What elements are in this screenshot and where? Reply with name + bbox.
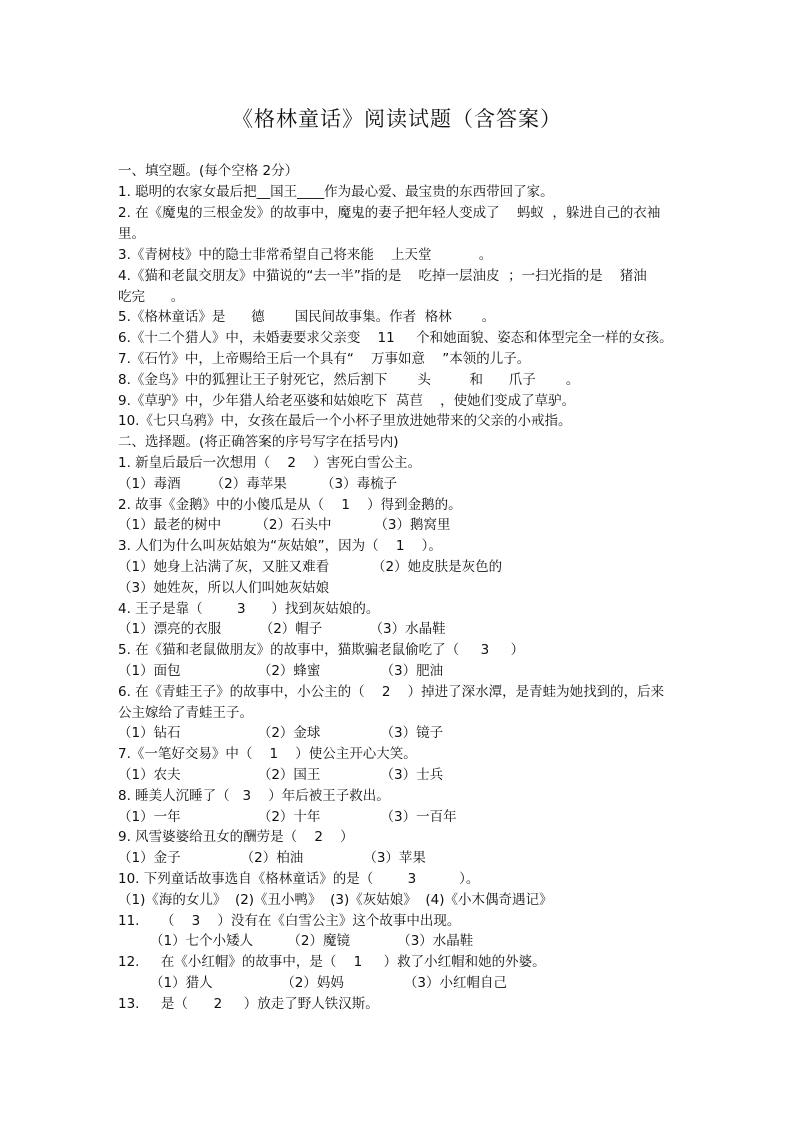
question-line: 10. 下列童话故事选自《格林童话》的是（ 3 ）。 (118, 871, 480, 887)
question-line: 12. 在《小红帽》的故事中，是（ 1 ）救了小红帽和她的外婆。 (118, 954, 546, 970)
page-title: 《格林童话》阅读试题（含答案） (232, 107, 562, 131)
question-line: 公主嫁给了青蛙王子。 (118, 705, 253, 721)
question-line: 4.《猫和老鼠交朋友》中猫说的“去一半”指的是 吃掉一层油皮 ；一扫光指的是 猪油 (118, 268, 647, 284)
option-line: （3）她姓灰，所以人们叫她灰姑娘 (118, 580, 330, 596)
question-line: 8.《金鸟》中的狐狸让王子射死它，然后割下 头 和 爪子 。 (118, 372, 580, 388)
question-line: 2. 故事《金鹅》中的小傻瓜是从（ 1 ）得到金鹅的。 (118, 497, 462, 513)
option-line: （1）猎人 （2）妈妈 （3）小红帽自己 (150, 975, 508, 991)
question-line: 1. 聪明的农家女最后把__国王____作为最心爱、最宝贵的东西带回了家。 (118, 184, 554, 200)
question-line: 吃完 。 (118, 289, 185, 305)
question-line: 4. 王子是靠（ 3 ）找到灰姑娘的。 (118, 601, 380, 617)
option-line: （1）面包 （2）蜂蜜 （3）肥油 (118, 663, 444, 679)
option-line: （1）农夫 （2）国王 （3）士兵 (118, 767, 444, 783)
question-line: 7.《石竹》中，上帝赐给王后一个具有“ 万事如意 ”本领的儿子。 (118, 351, 531, 367)
option-line: （1）她身上沾满了灰，又脏又难看 （2）她皮肤是灰色的 (118, 559, 503, 575)
option-line: （1）一年 （2）十年 （3）一百年 (118, 809, 457, 825)
question-line: 1. 新皇后最后一次想用（ 2 ）害死白雪公主。 (118, 455, 422, 471)
option-line: （1)《海的女儿》 (2)《丑小鸭》 (3)《灰姑娘》 (4)《小木偶奇遇记》 (118, 892, 553, 908)
option-line: （1）漂亮的衣服 （2）帽子 （3）水晶鞋 (118, 621, 446, 637)
question-line: 13. 是（ 2 ）放走了野人铁汉斯。 (118, 996, 379, 1012)
option-line: （1）金子 （2）柏油 （3）苹果 (118, 850, 426, 866)
question-line: 10.《七只乌鸦》中，女孩在最后一个小杯子里放进她带来的父亲的小戒指。 (118, 413, 572, 429)
question-line: 3.《青树枝》中的隐士非常希望自己将来能 上天堂 。 (118, 247, 493, 263)
question-line: 3. 人们为什么叫灰姑娘为“灰姑娘”，因为（ 1 ）。 (118, 538, 442, 554)
question-line: 5.《格林童话》是 德 国民间故事集。作者 格林 。 (118, 309, 496, 325)
question-line: 8. 睡美人沉睡了（ 3 ）年后被王子救出。 (118, 788, 390, 804)
section-heading-fill-blank: 一、填空题。(每个空格 2分） (118, 163, 299, 179)
question-line: 11. （ 3 ）没有在《白雪公主》这个故事中出现。 (118, 913, 461, 929)
question-line: 5. 在《猫和老鼠做朋友》的故事中，猫欺骗老鼠偷吃了（ 3 ） (118, 642, 525, 658)
question-line: 6. 在《青蛙王子》的故事中，小公主的（ 2 ）掉进了深水潭，是青蛙为她找到的，后来 (118, 684, 665, 700)
question-line: 2. 在《魔鬼的三根金发》的故事中，魔鬼的妻子把年轻人变成了 蚂蚁 ，躲进自己的衣袖 (118, 205, 661, 221)
section-heading-choice: 二、选择题。(将正确答案的序号写字在括号内) (118, 434, 399, 450)
question-line: 6.《十二个猎人》中，未婚妻要求父亲变 11 个和她面貌、姿态和体型完全一样的女孩。 (118, 330, 673, 346)
question-line: 里。 (118, 226, 145, 242)
option-line: （1）七个小矮人 （2）魔镜 （3）水晶鞋 (150, 933, 474, 949)
question-line: 9. 风雪婆婆给丑女的酬劳是（ 2 ） (118, 829, 354, 845)
option-line: （1）钻石 （2）金球 （3）镜子 (118, 725, 444, 741)
option-line: （1）毒酒 （2）毒苹果 （3）毒梳子 (118, 476, 398, 492)
question-line: 7.《一笔好交易》中（ 1 ）使公主开心大笑。 (118, 746, 417, 762)
option-line: （1）最老的树中 （2）石头中 （3）鹅窝里 (118, 517, 451, 533)
question-line: 9.《草驴》中，少年猎人给老巫婆和姑娘吃下 莴苣 ，使她们变成了草驴。 (118, 393, 576, 409)
